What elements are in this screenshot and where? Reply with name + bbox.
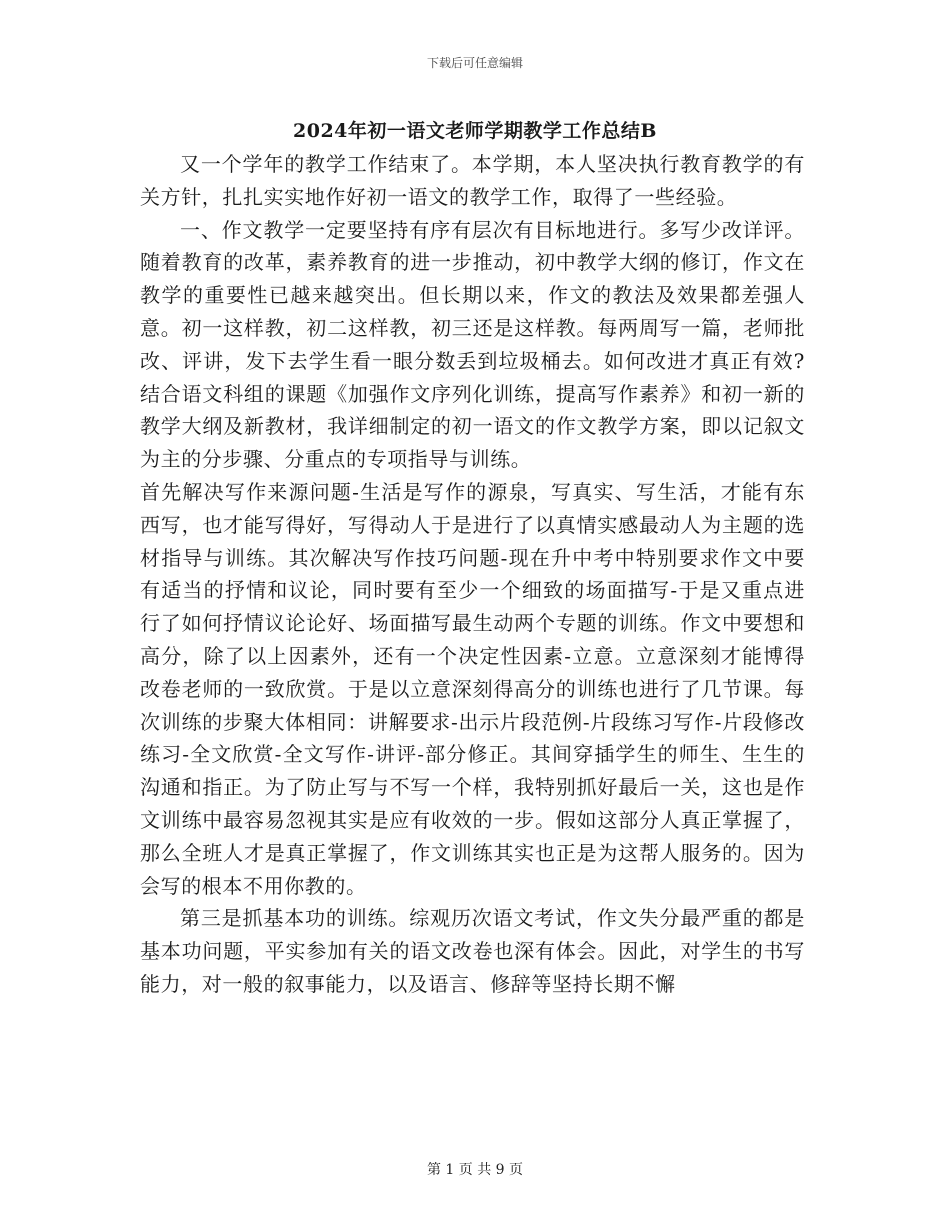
paragraph-writing-source: 首先解决写作来源问题-生活是写作的源泉，写真实、写生活，才能有东西写，也才能写得好，写得动人于是进行了以真情实感最动人为主题的选材指导与训练。其次解决写作技巧问题-现在升中考中特别要求作文中要有适当的抒情和议论，同时要有至少一个细致的场面描写-于是又重点进行了如何抒情议论论好、场面描写最生动两个专题的训练。作文中要想和高分，除了以上因素外，还有一个决定性因素-立意。立意深刻才能博得改卷老师的一致欣赏。于是以立意深刻得高分的训练也进行了几节课。每次训练的步聚大体相同：讲解要求-出示片段范例-片段练习写作-片段修改练习-全文欣赏-全文写作-讲评-部分修正。其间穿插学生的师生、生生的沟通和指正。为了防止写与不写一个样，我特别抓好最后一关，这也是作文训练中最容易忽视其实是应有收效的一步。假如这部分人真正掌握了，那么全班人才是真正掌握了，作文训练其实也正是为这帮人服务的。因为会写的根本不用你教的。 (140, 479, 805, 898)
page-number: 第 1 页 共 9 页 (426, 1162, 524, 1178)
page-header: 下载后可任意编辑 (426, 56, 523, 70)
document-title: 2024年初一语文老师学期教学工作总结B (293, 120, 657, 142)
document-body (140, 148, 805, 1001)
paragraph-composition-teaching: 一、作文教学一定要坚持有序有层次有目标地进行。多写少改详评。随着教育的改革，素养教育的进一步推动，初中教学大纲的修订，作文在教学的重要性已越来越突出。但长期以来，作文的教法及效果都差强人意。初一这样教，初二这样教，初三还是这样教。每两周写一篇，老师批改、评讲，发下去学生看一眼分数丢到垃圾桶去。如何改进才真正有效?结合语文科组的课题《加强作文序列化训练，提高写作素养》和初一新的教学大纲及新教材，我详细制定的初一语文的作文教学方案，即以记叙文为主的分步骤、分重点的专项指导与训练。 (140, 217, 805, 472)
paragraph-intro: 又一个学年的教学工作结束了。本学期，本人坚决执行教育教学的有关方针，扎扎实实地作好初一语文的教学工作，取得了一些经验。 (140, 152, 805, 209)
paragraph-basic-skills: 第三是抓基本功的训练。综观历次语文考试，作文失分最严重的都是基本功问题，平实参加有关的语文改卷也深有体会。因此，对学生的书写能力，对一般的叙事能力，以及语言、修辞等坚持长期不懈 (140, 906, 805, 996)
